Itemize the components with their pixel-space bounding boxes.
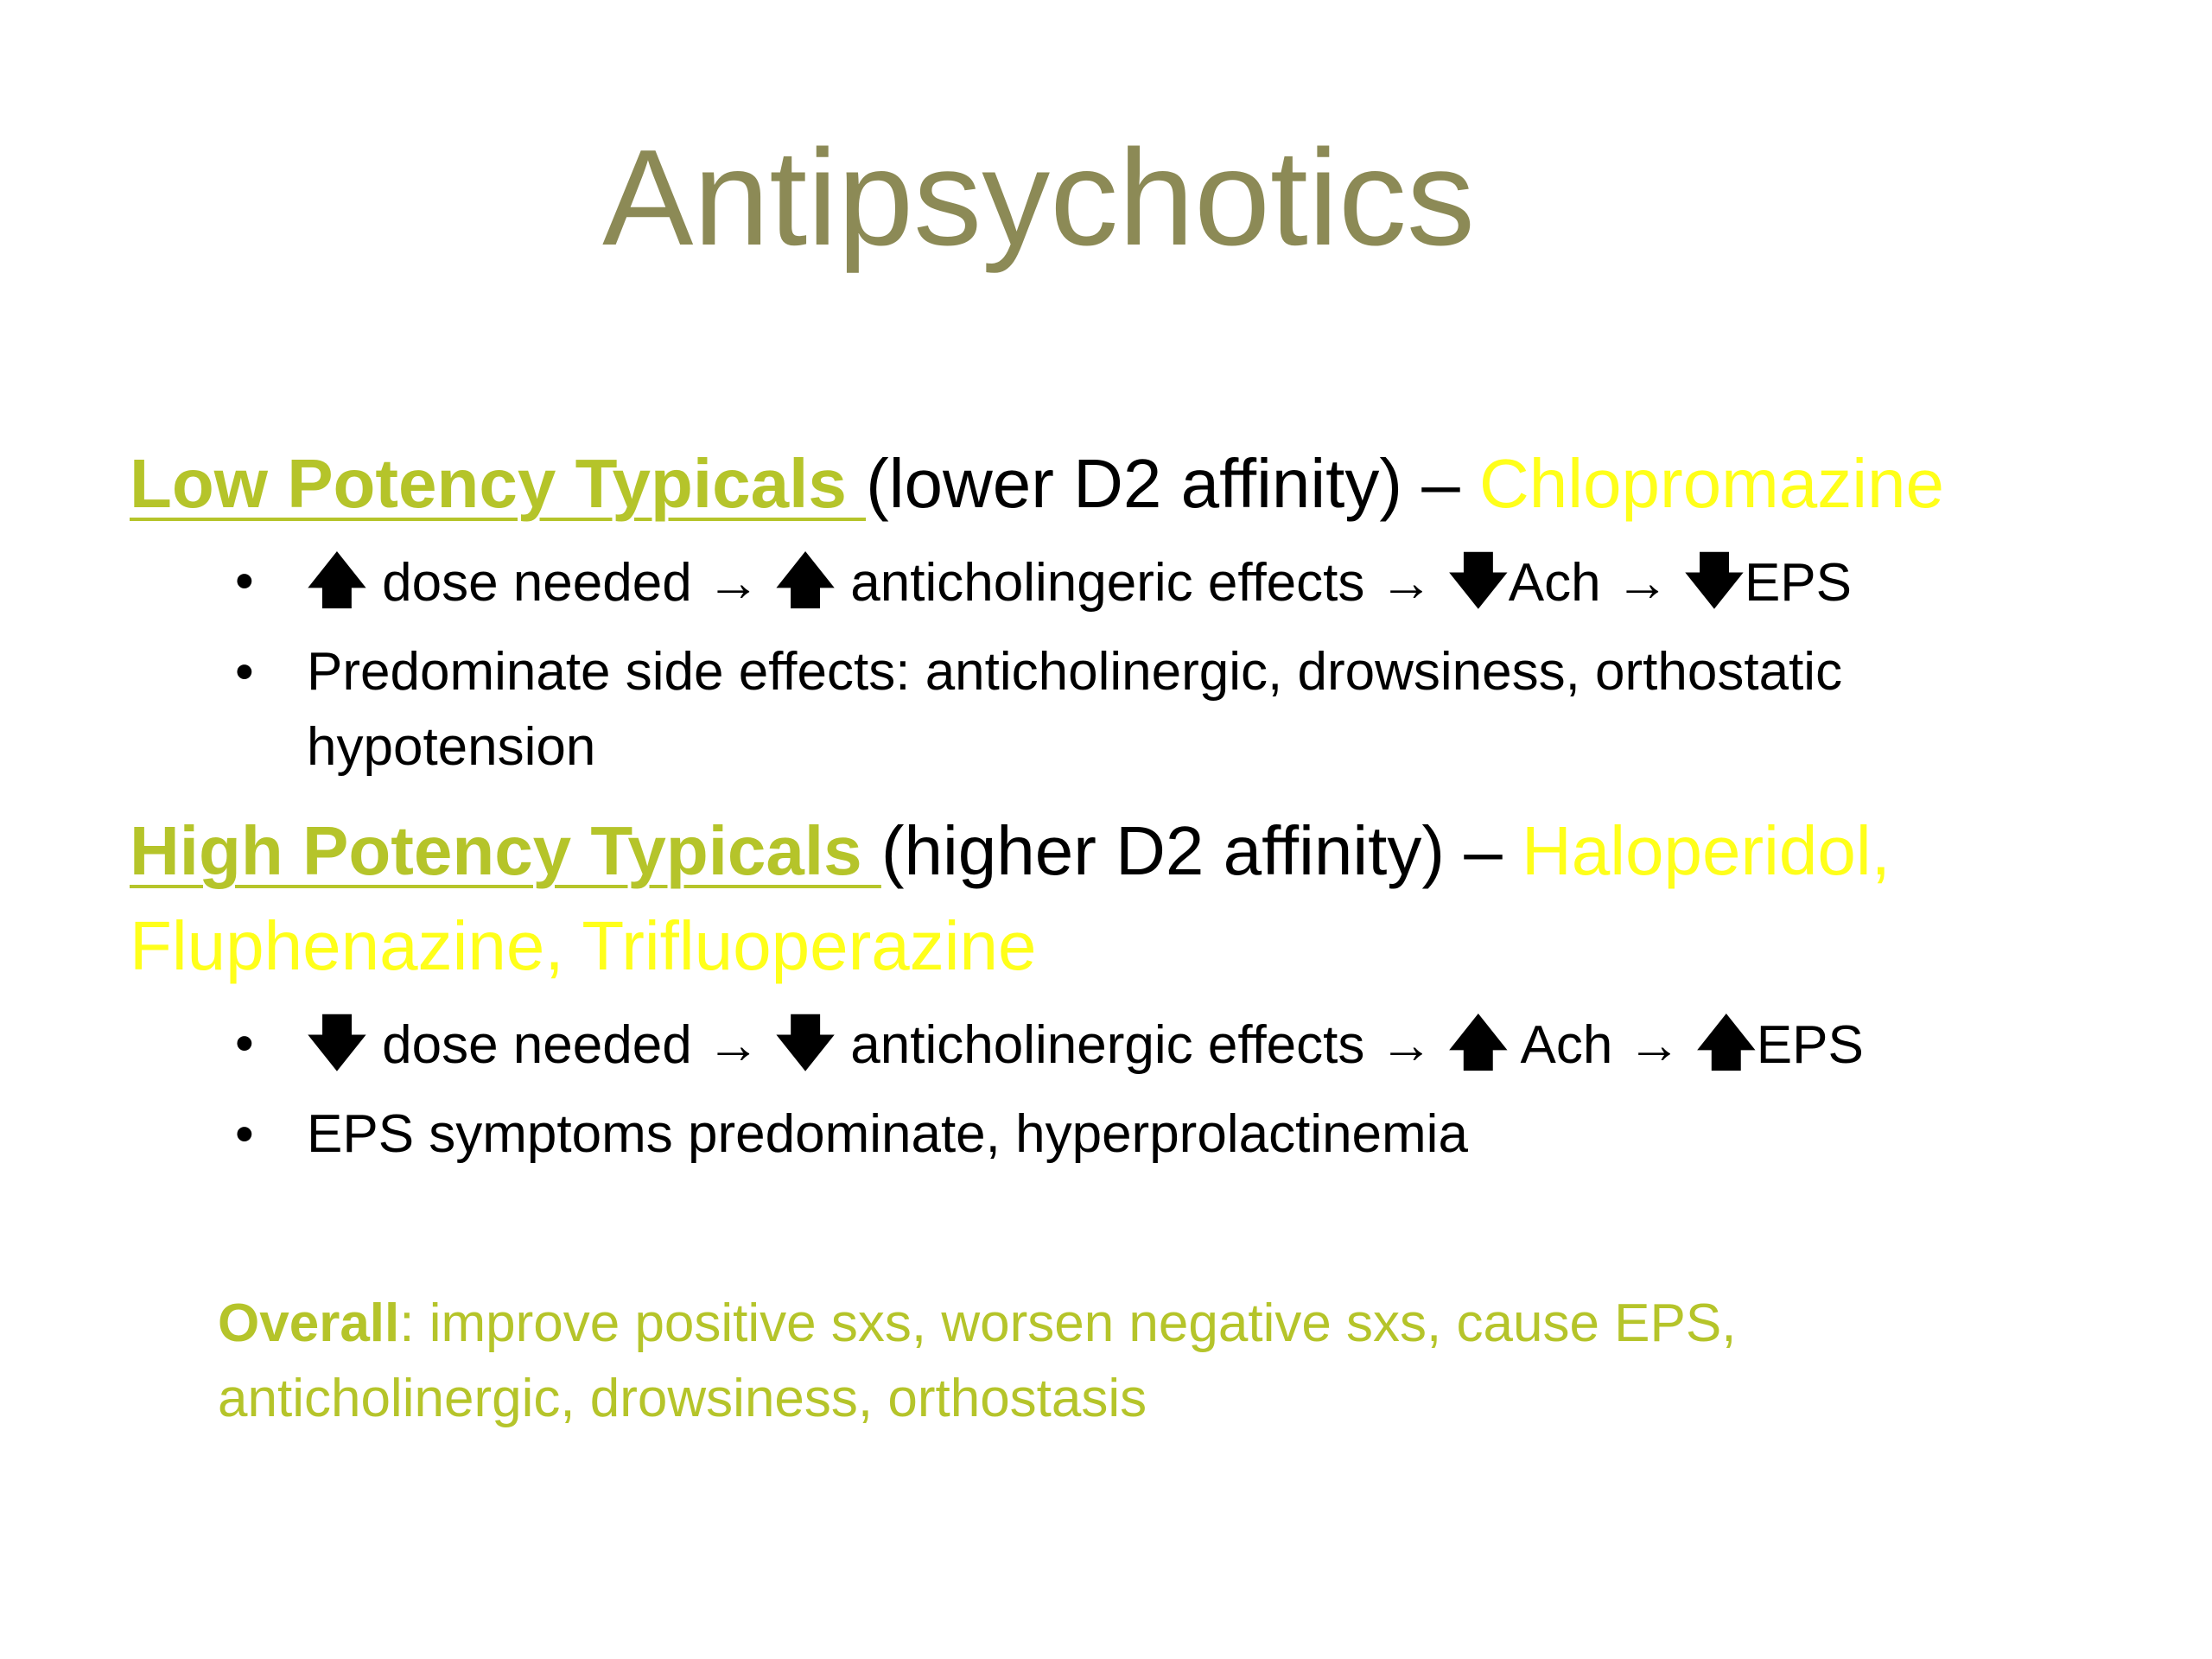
arrow-right-icon: → — [706, 553, 760, 613]
arrow-down-bold-icon: 🡇 — [775, 1010, 836, 1076]
bullet-text — [760, 553, 775, 613]
bullet-text: dose needed — [366, 553, 707, 613]
arrow-up-bold-icon: 🡅 — [1447, 1010, 1509, 1076]
bullet-item — [130, 634, 2117, 785]
section-heading-low-potency — [130, 436, 2117, 531]
drug-names: Chlopromazine — [1478, 445, 1945, 522]
affinity-note: (lower D2 affinity) – — [866, 445, 1460, 522]
overall-label: Overall — [218, 1294, 400, 1353]
bullet-text: dose needed — [366, 1015, 707, 1075]
bullet-item — [130, 543, 2117, 620]
slide-body — [130, 436, 2117, 1191]
affinity-note: (higher D2 affinity) – — [880, 812, 1503, 889]
arrow-right-icon: → — [1379, 553, 1433, 613]
bullet-text — [1669, 553, 1684, 613]
bullet-text: anticholingeric effects — [836, 553, 1380, 613]
arrow-up-bold-icon: 🡅 — [775, 548, 836, 613]
bullet-dot-icon: • — [235, 551, 254, 611]
bullet-text: EPS symptoms predominate, hyperprolactinemia — [307, 1104, 1468, 1164]
bullet-item — [130, 1006, 2117, 1083]
arrow-down-bold-icon: 🡇 — [307, 1010, 367, 1076]
bullet-dot-icon: • — [235, 1014, 254, 1073]
drug-names: Haloperidol, Fluphenazine, Trifluoperazine — [130, 812, 1891, 984]
bullet-text: Predominate side effects: anticholinergic, drowsiness, orthostatic hypotension — [307, 642, 1843, 777]
slide-title: Antipsychotics — [602, 122, 1475, 274]
bullet-text: anticholinergic effects — [836, 1015, 1380, 1075]
overall-summary — [218, 1286, 2075, 1436]
arrow-right-icon: → — [706, 1015, 760, 1075]
bullet-text: Ach — [1508, 1015, 1628, 1075]
bullet-text: EPS — [1756, 1015, 1864, 1075]
bullet-text — [760, 1015, 775, 1075]
bullet-text: EPS — [1744, 553, 1853, 613]
bullet-text — [1433, 553, 1448, 613]
overall-text: : improve positive sxs, worsen negative sxs, cause EPS, anticholinergic, drowsiness, orthostasis — [218, 1294, 1737, 1428]
arrow-down-bold-icon: 🡇 — [1684, 548, 1745, 613]
bullet-text — [1433, 1015, 1448, 1075]
section-label: High Potency Typicals — [130, 812, 881, 889]
bullet-list — [130, 1006, 2117, 1172]
arrow-up-bold-icon: 🡅 — [1695, 1010, 1757, 1076]
arrow-down-bold-icon: 🡇 — [1447, 548, 1509, 613]
bullet-text: Ach — [1508, 553, 1616, 613]
bullet-item — [130, 1096, 2117, 1172]
section-label: Low Potency Typicals — [130, 445, 867, 522]
section-heading-high-potency — [130, 804, 2117, 994]
bullet-list — [130, 543, 2117, 785]
arrow-right-icon: → — [1615, 553, 1669, 613]
bullet-dot-icon: • — [235, 642, 254, 702]
arrow-right-icon: → — [1627, 1015, 1681, 1075]
arrow-right-icon: → — [1379, 1015, 1433, 1075]
bullet-text — [1681, 1015, 1696, 1075]
arrow-up-bold-icon: 🡅 — [307, 548, 367, 613]
bullet-dot-icon: • — [235, 1104, 254, 1164]
